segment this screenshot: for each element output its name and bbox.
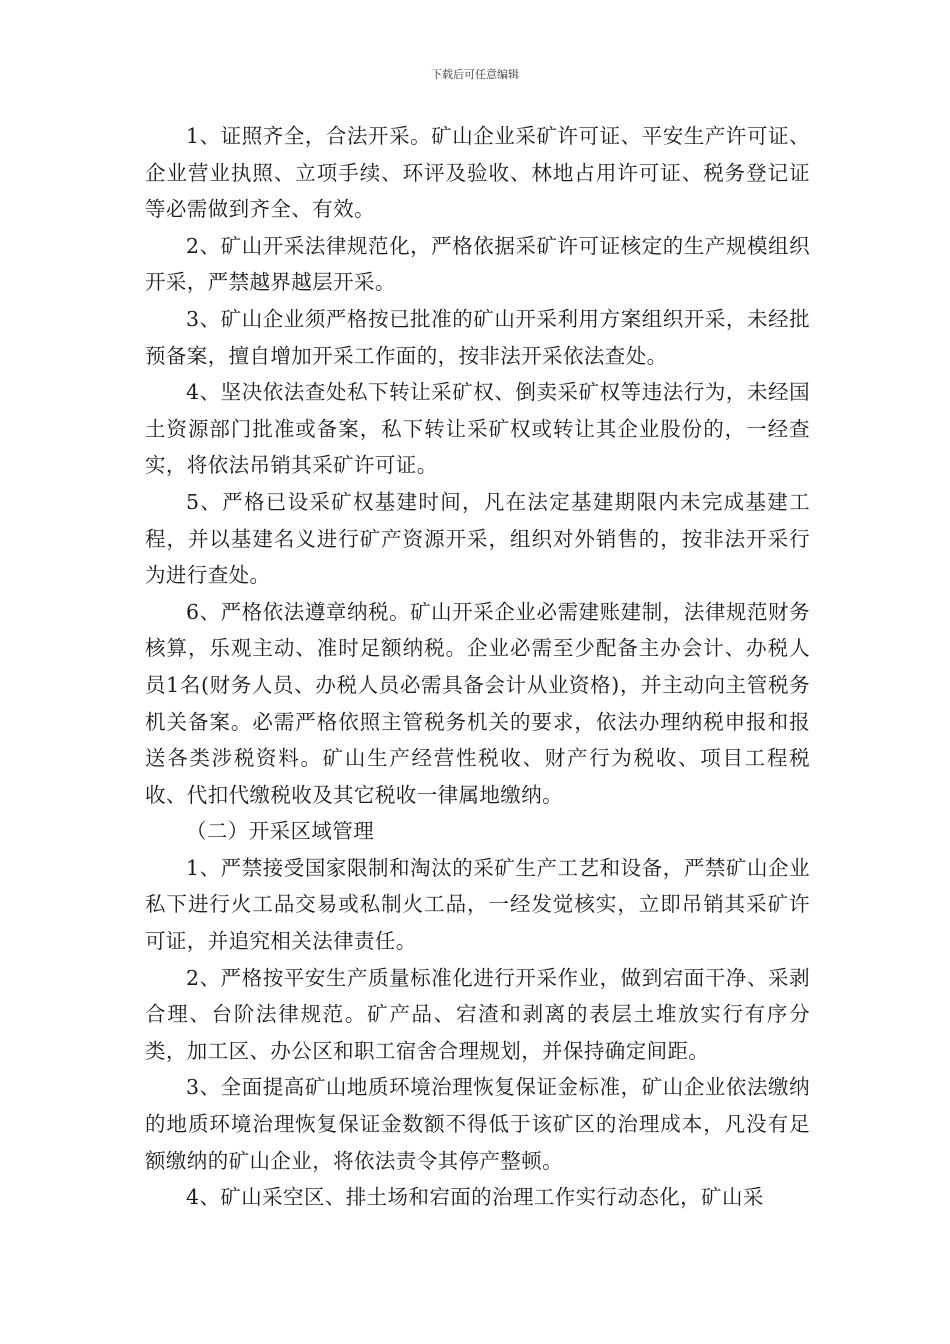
page-header: 下载后可任意编辑: [431, 68, 519, 81]
paragraph-5: 5、严格已设采矿权基建时间，凡在法定基建期限内未完成基建工程，并以基建名义进行矿产资源开采，组织对外销售的，按非法开采行为进行查处。: [145, 489, 810, 588]
paragraph-3: 3、矿山企业须严格按已批准的矿山开采利用方案组织开采，未经批预备案，擅自增加开采工作面的，按非法开采依法查处。: [145, 306, 810, 368]
paragraph-6: 6、严格依法遵章纳税。矿山开采企业必需建账建制，法律规范财务核算，乐观主动、准时足额纳税。企业必需至少配备主办会计、办税人员1名(财务人员、办税人员必需具备会计从业资格)，并主动向主管税务机关备案。必需严格依照主管税务机关的要求，依法办理纳税申报和报送各类涉税资料。矿山生产经营性税收、财产行为税收、项目工程税收、代扣代缴税收及其它税收一律属地缴纳。: [145, 599, 810, 807]
section-heading: （二）开采区域管理: [186, 819, 375, 844]
section2-paragraph-1: 1、严禁接受国家限制和淘汰的采矿生产工艺和设备，严禁矿山企业私下进行火工品交易或私制火工品，一经发觉核实，立即吊销其采矿许可证，并追究相关法律责任。: [145, 855, 810, 954]
section2-paragraph-2: 2、严格按平安生产质量标准化进行开采作业，做到宕面干净、采剥合理、台阶法律规范。矿产品、宕渣和剥离的表层土堆放实行有序分类，加工区、办公区和职工宿舍合理规划，并保持确定间距。: [145, 965, 810, 1063]
section2-paragraph-4: 4、矿山采空区、排土场和宕面的治理工作实行动态化，矿山采: [186, 1185, 764, 1210]
paragraph-1: 1、证照齐全，合法开采。矿山企业采矿许可证、平安生产许可证、企业营业执照、立项手续、环评及验收、林地占用许可证、税务登记证等必需做到齐全、有效。: [145, 124, 810, 222]
section2-paragraph-3: 3、全面提高矿山地质环境治理恢复保证金标准，矿山企业依法缴纳的地质环境治理恢复保证金数额不得低于该矿区的治理成本，凡没有足额缴纳的矿山企业，将依法责令其停产整顿。: [145, 1075, 810, 1173]
paragraph-2: 2、矿山开采法律规范化，严格依据采矿许可证核定的生产规模组织开采，严禁越界越层开采。: [145, 233, 810, 295]
document-body: [145, 118, 810, 1216]
paragraph-4: 4、坚决依法查处私下转让采矿权、倒卖采矿权等违法行为，未经国土资源部门批准或备案，私下转让采矿权或转让其企业股份的，一经查实，将依法吊销其采矿许可证。: [145, 380, 810, 478]
